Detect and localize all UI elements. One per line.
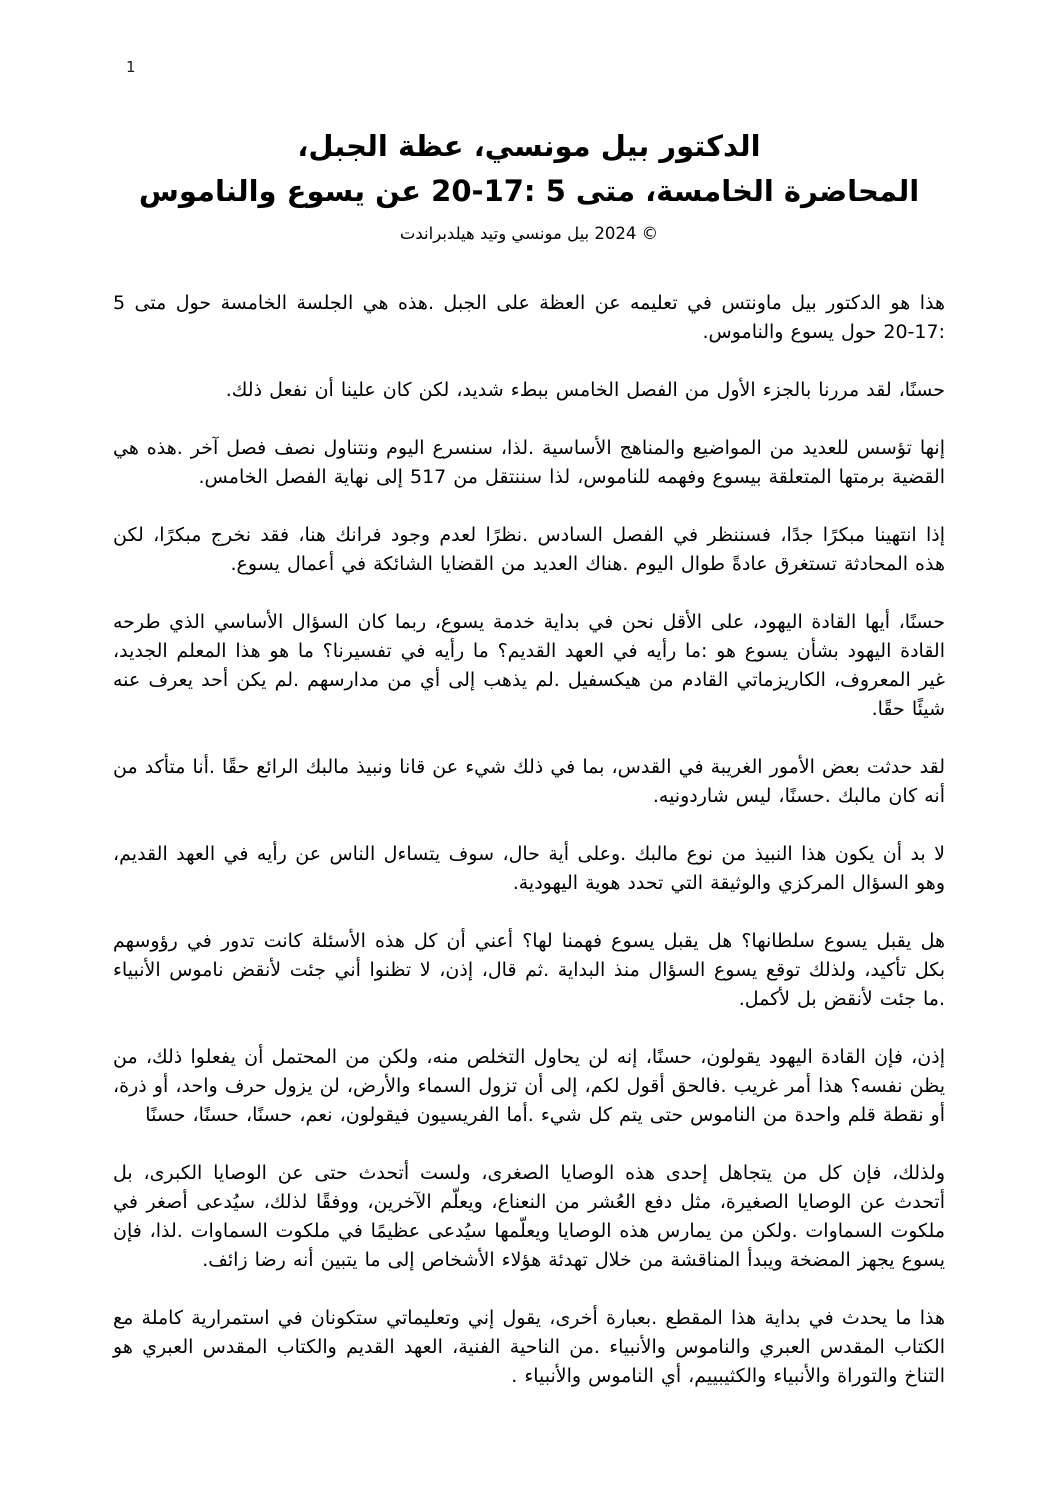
paragraph-11: هذا ما يحدث في بداية هذا المقطع .بعبارة أخرى، يقول إني وتعليماتي ستكونان في استمرارية كاملة مع الكتاب المقدس العبري والناموس والأنبياء .من الناحية الفنية، العهد القديم والكتاب المقدس العبري هو التناخ والتوراة والأنبياء والكثيبييم، أي الناموس والأنبياء .	[113, 1306, 945, 1387]
paragraph-2: حسنًا، لقد مررنا بالجزء الأول من الفصل الخامس ببطء شديد، لكن كان علينا أن نفعل ذلك.	[225, 378, 945, 401]
page-number: 1	[126, 58, 136, 76]
document-title-line-2: المحاضرة الخامسة، متى 5 :17-20 عن يسوع والناموس	[138, 173, 920, 208]
document-content	[113, 124, 945, 1420]
paragraph-3: إنها تؤسس للعديد من المواضيع والمناهج الأساسية .لذا، سنسرع اليوم ونتناول نصف فصل آخر .هذه هي القضية برمتها المتعلقة بيسوع وفهمه للناموس، لذا سننتقل من 517 إلى نهاية الفصل الخامس.	[113, 436, 945, 488]
document-header	[113, 124, 945, 243]
paragraph-10: ولذلك، فإن كل من يتجاهل إحدى هذه الوصايا الصغرى، ولست أتحدث حتى عن الوصايا الكبرى، بل أتحدث عن الوصايا الصغيرة، مثل دفع العُشر من النعناع، ويعلّم الآخرين، ووفقًا لذلك، سيُدعى أصغر في ملكوت السماوات .ولكن من يمارس هذه الوصايا ويعلّمها سيُدعى عظيمًا في ملكوت السماوات .لذا، فإن يسوع يجهز المضخة ويبدأ المناقشة من خلال تهدئة هؤلاء الأشخاص إلى ما يتبين أنه رضا زائف.	[113, 1161, 945, 1271]
paragraph-4: إذا انتهينا مبكرًا جدًا، فسننظر في الفصل السادس .نظرًا لعدم وجود فرانك هنا، فقد نخرج مبكرًا، لكن هذه المحادثة تستغرق عادةً طوال اليوم .هناك العديد من القضايا الشائكة في أعمال يسوع.	[113, 523, 945, 575]
document-title-line-1: الدكتور بيل مونسي، عظة الجبل،	[297, 129, 761, 163]
paragraph-5: حسنًا، أيها القادة اليهود، على الأقل نحن في بداية خدمة يسوع، ربما كان السؤال الأساسي الذي طرحه القادة اليهود بشأن يسوع هو :ما رأيه في العهد القديم؟ ما رأيه في تفسيرنا؟ ما هو هذا المعلم الجديد، غير المعروف، الكاريزماتي القادم من هيكسفيل .لم يذهب إلى أي من مدارسهم .لم يكن أحد يعرف عنه شيئًا حقًا.	[113, 610, 945, 720]
transcript-body	[113, 289, 945, 1391]
paragraph-8: هل يقبل يسوع سلطانها؟ هل يقبل يسوع فهمنا لها؟ أعني أن كل هذه الأسئلة كانت تدور في رؤوسهم بكل تأكيد، ولذلك توقع يسوع السؤال منذ البداية .ثم قال، إذن، لا تظنوا أني جئت لأنقض ناموس الأنبياء .ما جئت لأنقض بل لأكمل.	[113, 929, 945, 1010]
paragraph-6: لقد حدثت بعض الأمور الغريبة في القدس، بما في ذلك شيء عن قانا ونبيذ مالبك الرائع حقًا .أنا متأكد من أنه كان مالبك .حسنًا، ليس شاردونيه.	[113, 755, 945, 807]
paragraph-9: إذن، فإن القادة اليهود يقولون، حسنًا، إنه لن يحاول التخلص منه، ولكن من المحتمل أن يفعلوا ذلك، من يظن نفسه؟ هذا أمر غريب .فالحق أقول لكم، إلى أن تزول السماء والأرض، لن يزول حرف واحد، أو ذرة، أو نقطة قلم واحدة من الناموس حتى يتم كل شيء .أما الفريسيون فيقولون، نعم، حسنًا، حسنًا، حسنًا	[113, 1045, 945, 1126]
paragraph-7: لا بد أن يكون هذا النبيذ من نوع مالبك .وعلى أية حال، سوف يتساءل الناس عن رأيه في العهد القديم، وهو السؤال المركزي والوثيقة التي تحدد هوية اليهودية.	[113, 842, 945, 894]
copyright-line: © 2024 بيل مونسي وتيد هيلدبراندت	[399, 223, 659, 243]
paragraph-1: هذا هو الدكتور بيل ماونتس في تعليمه عن العظة على الجبل .هذه هي الجلسة الخامسة حول متى 5 :17-20 حول يسوع والناموس.	[113, 291, 945, 343]
